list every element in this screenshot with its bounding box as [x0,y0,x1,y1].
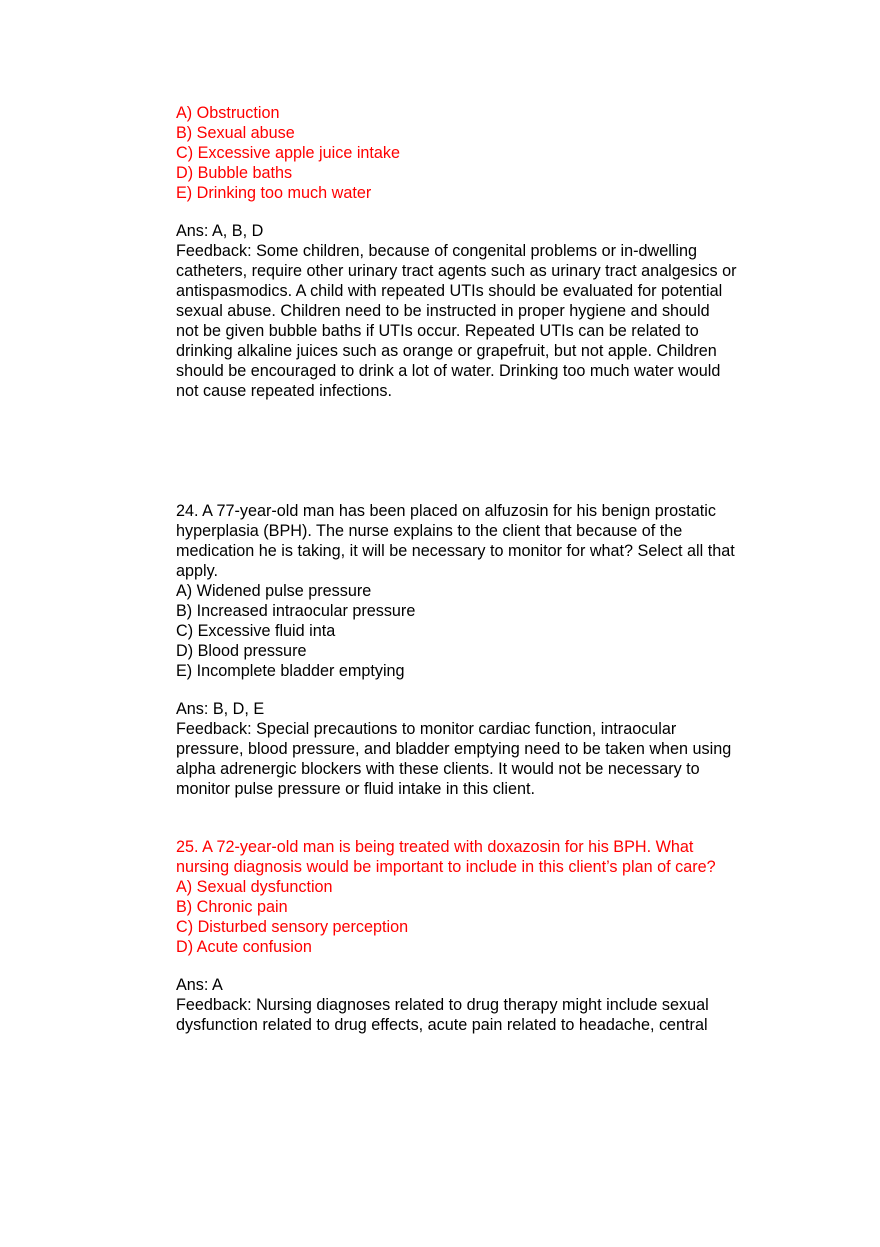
q24-question-line: medication he is taking, it will be necessary to monitor for what? Select all that [176,542,735,560]
q24-option-c: C) Excessive fluid inta [176,622,336,640]
q25-option-a: A) Sexual dysfunction [176,878,333,896]
q23-option-b: B) Sexual abuse [176,124,295,142]
q23-feedback-line: drinking alkaline juices such as orange or grapefruit, but not apple. Children [176,342,717,360]
q24-feedback-line: pressure, blood pressure, and bladder emptying need to be taken when using [176,740,732,758]
q25-question-line: nursing diagnosis would be important to include in this client’s plan of care? [176,858,716,876]
q24-feedback-line: Feedback: Special precautions to monitor cardiac function, intraocular [176,720,677,738]
q24-options [176,581,786,681]
q23-feedback-line: catheters, require other urinary tract agents such as urinary tract analgesics or [176,262,737,280]
q24-option-d: D) Blood pressure [176,642,307,660]
q24-question-line: apply. [176,562,218,580]
q25-feedback-line: dysfunction related to drug effects, acute pain related to headache, central [176,1016,708,1034]
q25-feedback [176,995,786,1035]
q25-option-c: C) Disturbed sensory perception [176,918,409,936]
q23-option-a: A) Obstruction [176,104,280,122]
q24-question [176,501,786,581]
q25-option-b: B) Chronic pain [176,898,288,916]
q23-feedback-line: sexual abuse. Children need to be instructed in proper hygiene and should [176,302,710,320]
q23-options [176,103,786,203]
q23-option-c: C) Excessive apple juice intake [176,144,401,162]
q23-feedback-line: should be encouraged to drink a lot of water. Drinking too much water would [176,362,721,380]
q25-section [176,837,786,1035]
q23-section [176,103,786,401]
q23-answer: Ans: A, B, D [176,222,264,240]
q24-feedback-line: monitor pulse pressure or fluid intake in this client. [176,780,535,798]
q23-feedback [176,241,786,401]
q24-option-a: A) Widened pulse pressure [176,582,372,600]
q25-options [176,877,786,957]
q25-question-line: 25. A 72-year-old man is being treated with doxazosin for his BPH. What [176,838,694,856]
q24-answer: Ans: B, D, E [176,700,265,718]
q23-option-d: D) Bubble baths [176,164,293,182]
q23-feedback-line: not be given bubble baths if UTIs occur. Repeated UTIs can be related to [176,322,699,340]
q24-feedback [176,719,786,799]
q24-section [176,501,786,799]
q24-question-line: 24. A 77-year-old man has been placed on alfuzosin for his benign prostatic [176,502,716,520]
q25-answer: Ans: A [176,976,223,994]
q25-option-d: D) Acute confusion [176,938,312,956]
q23-feedback-line: not cause repeated infections. [176,382,392,400]
q25-question [176,837,786,877]
q23-feedback-line: Feedback: Some children, because of congenital problems or in-dwelling [176,242,697,260]
q24-feedback-line: alpha adrenergic blockers with these clients. It would not be necessary to [176,760,700,778]
q23-option-e: E) Drinking too much water [176,184,372,202]
q24-question-line: hyperplasia (BPH). The nurse explains to the client that because of the [176,522,683,540]
q24-option-b: B) Increased intraocular pressure [176,602,416,620]
q23-feedback-line: antispasmodics. A child with repeated UTIs should be evaluated for potential [176,282,723,300]
q24-option-e: E) Incomplete bladder emptying [176,662,405,680]
q25-feedback-line: Feedback: Nursing diagnoses related to drug therapy might include sexual [176,996,709,1014]
